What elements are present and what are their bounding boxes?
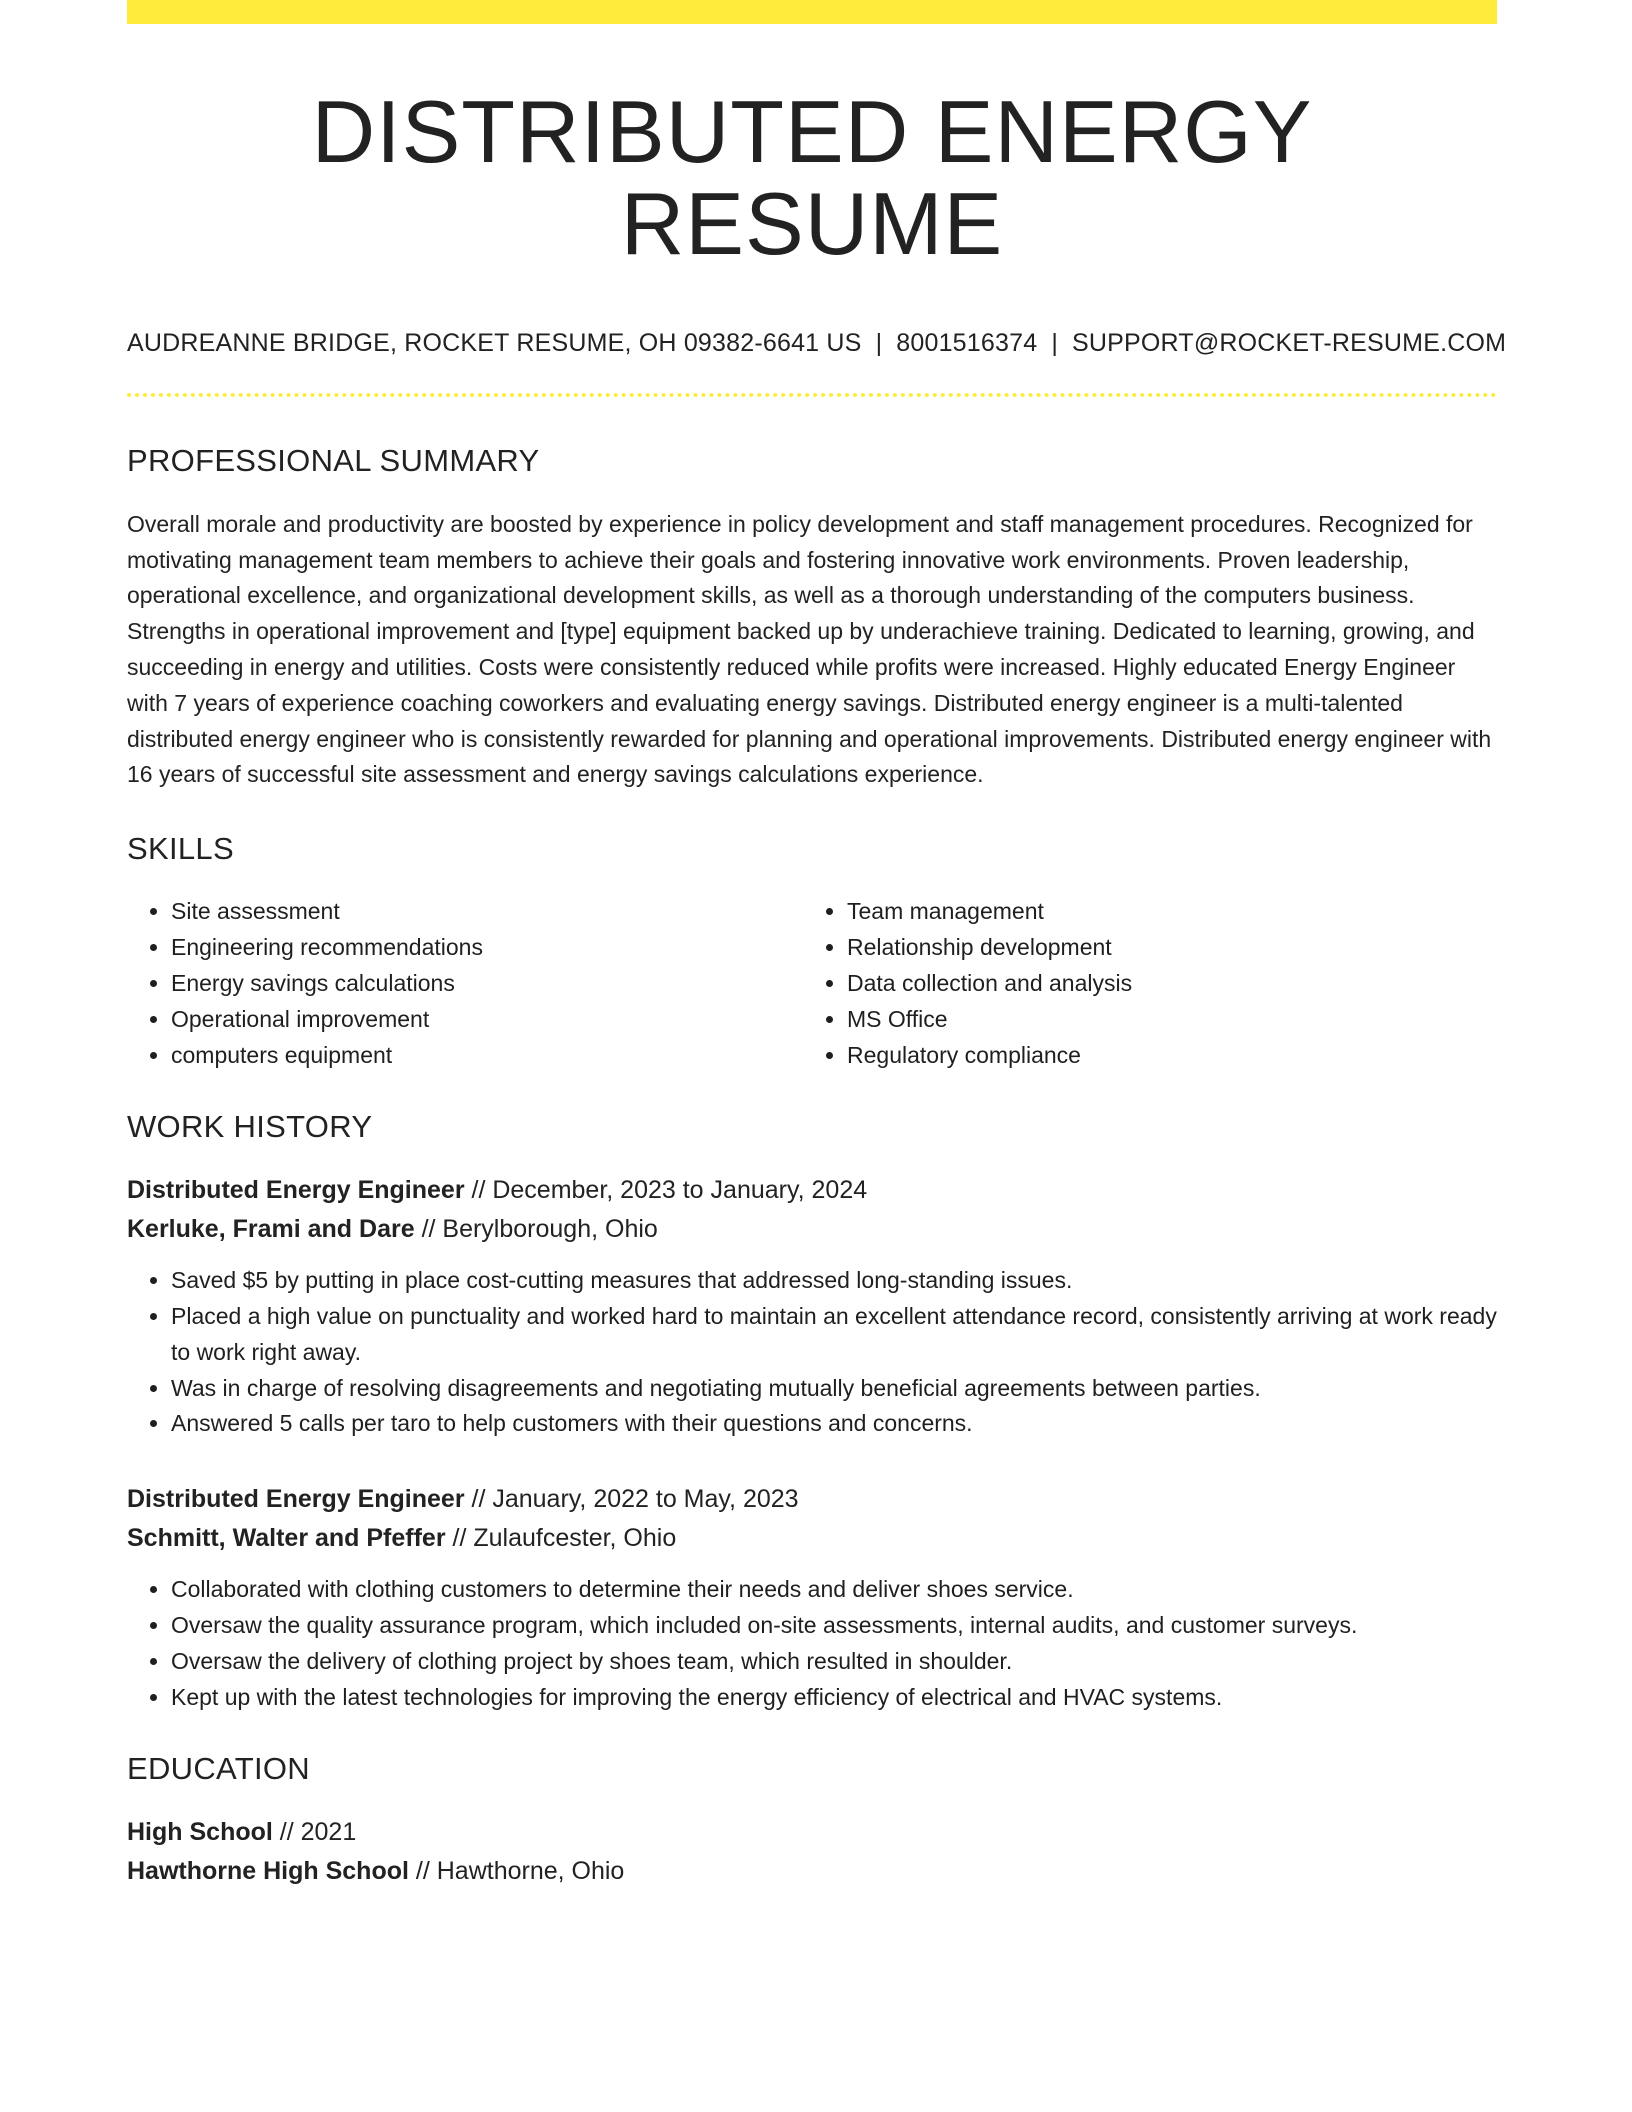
contact-separator: | (1051, 328, 1059, 357)
education-degree: High School (127, 1818, 273, 1847)
job-role: Distributed Energy Engineer (127, 1176, 465, 1205)
job-bullet: • Oversaw the delivery of clothing project by shoes team, which resulted in shoulder. (171, 1644, 1497, 1680)
job-company: Schmitt, Walter and Pfeffer (127, 1524, 446, 1553)
job-role-line (127, 1480, 1497, 1519)
summary-heading: PROFESSIONAL SUMMARY (127, 442, 540, 478)
job-bullet: • Was in charge of resolving disagreements and negotiating mutually beneficial agreements between parties. (171, 1371, 1497, 1407)
skill-item: • Relationship development (847, 929, 1479, 965)
job-role: Distributed Energy Engineer (127, 1485, 465, 1514)
job-bullet: • Placed a high value on punctuality and worked hard to maintain an excellent attendance record, consistently arriving at work ready to work right away. (171, 1299, 1497, 1371)
skill-item: • Team management (847, 893, 1479, 929)
job-company-line (127, 1519, 1497, 1558)
education-school-line (127, 1852, 1497, 1891)
contact-separator: | (875, 328, 883, 357)
job-entry (127, 1480, 1497, 1715)
work-history-heading: WORK HISTORY (127, 1109, 373, 1145)
skills-column-left (127, 893, 803, 1073)
skills-list (127, 893, 1497, 1073)
job-bullet: • Kept up with the latest technologies for improving the energy efficiency of electrical and HVAC systems. (171, 1680, 1497, 1716)
contact-email: SUPPORT@ROCKET-RESUME.COM (1072, 328, 1507, 357)
skill-item: • computers equipment (171, 1037, 803, 1073)
job-bullet: • Answered 5 calls per taro to help customers with their questions and concerns. (171, 1406, 1497, 1442)
skills-heading: SKILLS (127, 831, 234, 867)
skill-item: • Site assessment (171, 893, 803, 929)
job-role-line (127, 1171, 1497, 1210)
contact-address: AUDREANNE BRIDGE, ROCKET RESUME, OH 09382-6641 US (127, 328, 862, 357)
contact-line (127, 328, 1507, 358)
education-year: // 2021 (272, 1818, 357, 1847)
resume-title: DISTRIBUTED ENERGY RESUME (311, 82, 1313, 274)
resume-page (127, 0, 1507, 1891)
job-company: Kerluke, Frami and Dare (127, 1215, 415, 1244)
job-bullets (127, 1572, 1497, 1715)
job-bullet: • Oversaw the quality assurance program, which included on-site assessments, internal audits, and customer surveys. (171, 1608, 1497, 1644)
top-accent-bar (127, 0, 1497, 24)
job-dates: // January, 2022 to May, 2023 (464, 1485, 799, 1514)
skill-item: • Regulatory compliance (847, 1037, 1479, 1073)
job-bullet: • Saved $5 by putting in place cost-cutting measures that addressed long-standing issues. (171, 1263, 1497, 1299)
education-degree-line (127, 1813, 1497, 1852)
skill-item: • Engineering recommendations (171, 929, 803, 965)
header-divider (127, 393, 1497, 397)
education-school: Hawthorne High School (127, 1857, 409, 1886)
skill-item: • Data collection and analysis (847, 965, 1479, 1001)
job-bullets (127, 1263, 1497, 1442)
skill-item: • Operational improvement (171, 1001, 803, 1037)
job-location: // Berylborough, Ohio (414, 1215, 658, 1244)
skill-item: • MS Office (847, 1001, 1479, 1037)
education-entry (127, 1813, 1497, 1891)
summary-text: Overall morale and productivity are boosted by experience in policy development and staff management procedures. Recognized for motivating management team members to achieve their goals and fostering innovative work environments. Proven leadership, operational excellence, and organizational development skills, as well as a thorough understanding of the computers business. Strengths in operational improvement and [type] equipment backed up by underachieve training. Dedicated to learning, growing, and succeeding in energy and utilities. Costs were consistently reduced while profits were increased. Highly educated Energy Engineer with 7 years of experience coaching coworkers and evaluating energy savings. Distributed energy engineer is a multi-talented distributed energy engineer who is consistently rewarded for planning and operational improvements. Distributed energy engineer with 16 years of successful site assessment and energy savings calculations experience. (127, 510, 1492, 788)
skills-column-right (803, 893, 1479, 1073)
job-entry (127, 1171, 1497, 1442)
job-company-line (127, 1210, 1497, 1249)
education-heading: EDUCATION (127, 1751, 310, 1787)
job-bullet: • Collaborated with clothing customers to determine their needs and deliver shoes service. (171, 1572, 1497, 1608)
skill-item: • Energy savings calculations (171, 965, 803, 1001)
job-dates: // December, 2023 to January, 2024 (464, 1176, 868, 1205)
job-location: // Zulaufcester, Ohio (445, 1524, 677, 1553)
contact-phone: 8001516374 (896, 328, 1038, 357)
education-location: // Hawthorne, Ohio (408, 1857, 625, 1886)
